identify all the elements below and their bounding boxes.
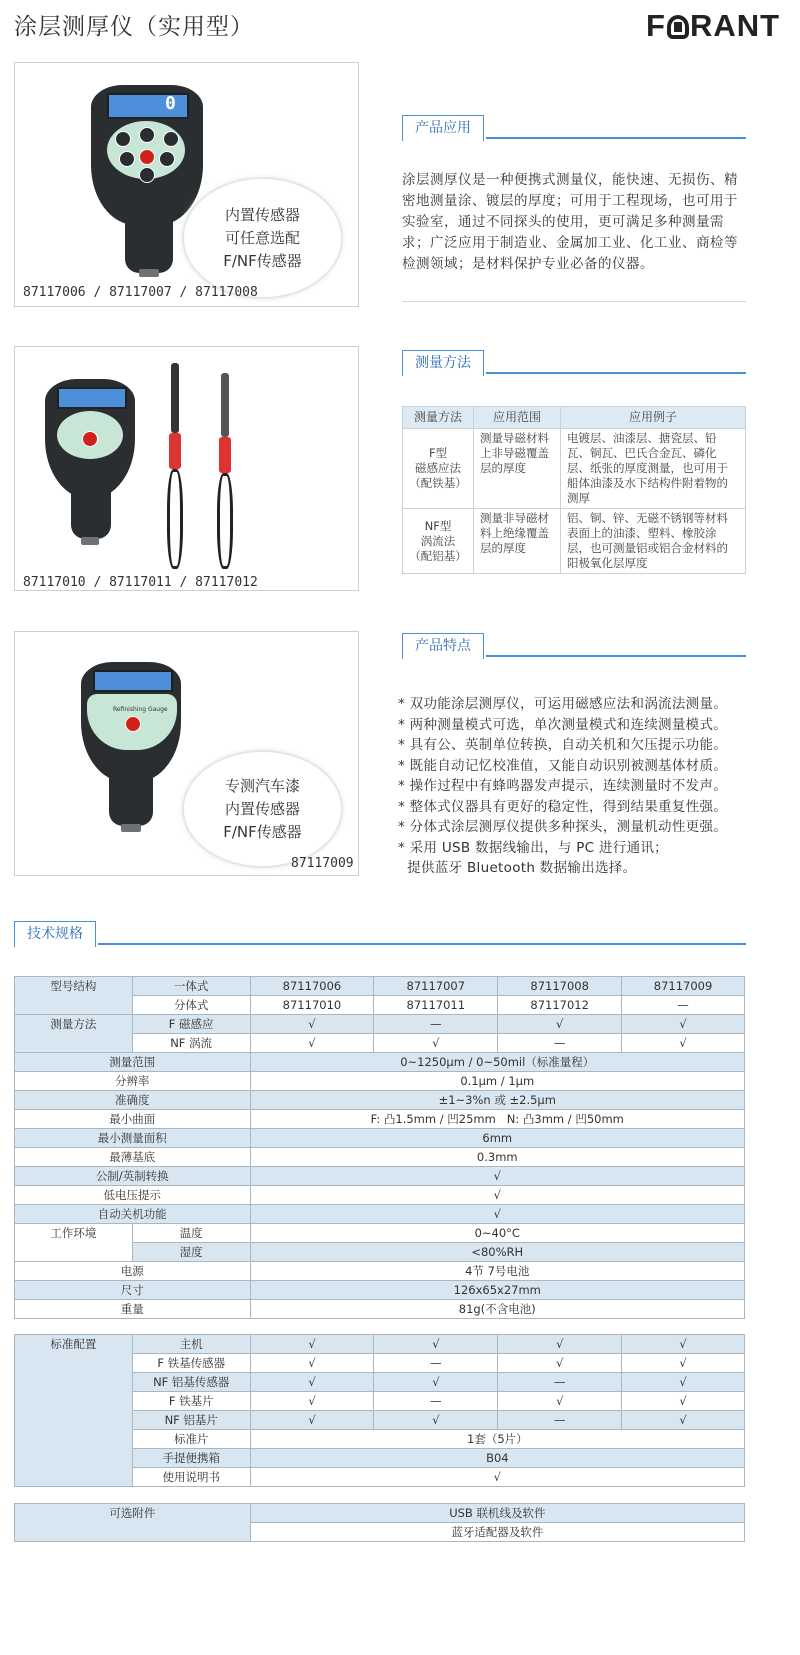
- spec-label: 测量范围: [15, 1053, 251, 1072]
- method-cell: NF型 涡流法 （配铝基）: [403, 509, 474, 574]
- circle-line: F/NF传感器: [223, 251, 302, 270]
- spec-label: 尺寸: [15, 1281, 251, 1300]
- feature-item: * 分体式涂层测厚仪提供多种探头，测量机动性更强。: [398, 819, 728, 835]
- circle-line: F/NF传感器: [223, 822, 302, 841]
- spec-value: <80%RH: [250, 1243, 744, 1262]
- product-image-1: [14, 62, 359, 307]
- spec-label: 电源: [15, 1262, 251, 1281]
- circle-line: 内置传感器: [224, 205, 300, 224]
- config-mark: √: [374, 1373, 498, 1392]
- example-cell: 电镀层、油漆层、搪瓷层、铅瓦、铜瓦、巴氏合金瓦、磷化层、纸张的厚度测量，也可用于船体油漆及水下结构件附着物的测厚: [561, 429, 746, 509]
- config-mark: √: [622, 1373, 745, 1392]
- spec-label: 低电压提示: [15, 1186, 251, 1205]
- spec-label: 最小曲面: [15, 1110, 251, 1129]
- config-mark: √: [374, 1411, 498, 1430]
- gauge-probe-tip: [81, 537, 99, 545]
- config-item: 标准片: [132, 1430, 250, 1449]
- config-value: 1套（5片）: [250, 1430, 744, 1449]
- gauge-probe-tip: [139, 269, 159, 277]
- config-item: NF 铝基片: [132, 1411, 250, 1430]
- section-title: 技术规格: [14, 921, 96, 947]
- method-header: 测量方法: [403, 407, 474, 429]
- feature-item: 提供蓝牙 Bluetooth 数据输出选择。: [398, 860, 637, 876]
- config-table: [14, 1334, 745, 1487]
- page-title: 涂层测厚仪（实用型）: [14, 14, 254, 40]
- config-mark: —: [498, 1373, 622, 1392]
- range-cell: 测量非导磁材料上绝缘覆盖层的厚度: [474, 509, 561, 574]
- spec-mark: —: [498, 1034, 622, 1053]
- lcd-reading: 0: [165, 93, 176, 114]
- spec-mark: √: [250, 1034, 374, 1053]
- circle-line: 专测汽车漆: [224, 776, 300, 795]
- spec-label: 最薄基底: [15, 1148, 251, 1167]
- spec-cell: 87117008: [498, 977, 622, 996]
- config-mark: —: [498, 1411, 622, 1430]
- spec-value: √: [250, 1205, 744, 1224]
- config-mark: —: [374, 1354, 498, 1373]
- spec-value: 0.3mm: [250, 1148, 744, 1167]
- circle-line: 可任意选配: [224, 228, 300, 247]
- brand-logo: F RANT: [646, 8, 781, 43]
- spec-mark: √: [250, 1015, 374, 1034]
- spec-label: 最小测量面积: [15, 1129, 251, 1148]
- spec-sublabel: 温度: [132, 1224, 250, 1243]
- config-mark: √: [374, 1335, 498, 1354]
- feature-item: * 操作过程中有蜂鸣器发声提示，连续测量时不发声。: [398, 778, 728, 794]
- feature-item: * 既能自动记忆校准值，又能自动识别被测基体材质。: [398, 757, 728, 774]
- product-image-3: [14, 631, 359, 876]
- spec-label: 准确度: [15, 1091, 251, 1110]
- config-item: F 铁基传感器: [132, 1354, 250, 1373]
- config-item: F 铁基片: [132, 1392, 250, 1411]
- spec-value: 4节 7号电池: [250, 1262, 744, 1281]
- section-title: 产品应用: [402, 115, 484, 141]
- gauge-lcd: [57, 387, 127, 409]
- method-header: 应用例子: [561, 407, 746, 429]
- config-label: 标准配置: [15, 1335, 133, 1487]
- config-mark: √: [498, 1335, 622, 1354]
- config-item: 使用说明书: [132, 1468, 250, 1487]
- spec-sublabel: F 磁感应: [132, 1015, 250, 1034]
- table-row: [403, 509, 746, 574]
- feature-item: * 两种测量模式可选，单次测量模式和连续测量模式。: [398, 716, 728, 733]
- button-icon: [159, 151, 175, 167]
- config-mark: √: [622, 1411, 745, 1430]
- spec-value: 0.1μm / 1μm: [250, 1072, 744, 1091]
- feature-circle: [182, 177, 343, 299]
- config-item: 主机: [132, 1335, 250, 1354]
- gauge-lcd: [93, 670, 173, 692]
- optional-table: [14, 1503, 745, 1542]
- button-icon: [119, 151, 135, 167]
- method-table: [402, 406, 746, 574]
- config-mark: √: [498, 1392, 622, 1411]
- button-icon: [139, 167, 155, 183]
- spec-value: 0~1250μm / 0~50mil（标准量程）: [250, 1053, 744, 1072]
- config-mark: √: [250, 1392, 374, 1411]
- product-image-2: [14, 346, 359, 591]
- feature-item: * 双功能涂层测厚仪，可运用磁感应法和涡流法测量。: [398, 696, 728, 712]
- spec-cell: 87117009: [622, 977, 745, 996]
- spec-cell: 87117007: [374, 977, 498, 996]
- feature-item: * 整体式仪器具有更好的稳定性，得到结果重复性强。: [398, 798, 728, 815]
- gauge-neck: [109, 772, 153, 826]
- example-cell: 铝、铜、锌、无磁不锈钢等材料表面上的油漆、塑料、橡胶涂层，也可测量铝或铝合金材料的阳极氧化层厚度: [561, 509, 746, 574]
- config-mark: √: [622, 1335, 745, 1354]
- section-method-header: [402, 350, 746, 376]
- spec-label: 型号结构: [15, 977, 133, 1015]
- spec-sublabel: NF 涡流: [132, 1034, 250, 1053]
- feature-item: * 具有公、英制单位转换，自动关机和欠压提示功能。: [398, 737, 728, 753]
- feature-item: * 采用 USB 数据线输出，与 PC 进行通讯；: [398, 839, 668, 856]
- application-text: 涂层测厚仪是一种便携式测量仪，能快速、无损伤、精密地测量涂、镀层的厚度；可用于工程现场，也可用于实验室，通过不同探头的使用，更可满足多种测量需求；广泛应用于制造业、金属加工业、化工业、商检等检测领域；是材料保护专业必备的仪器。: [402, 172, 738, 272]
- config-value: B04: [250, 1449, 744, 1468]
- probe-cable-left: [163, 363, 189, 573]
- spec-cell: 87117012: [498, 996, 622, 1015]
- logo-o-icon: [667, 15, 689, 39]
- gauge-neck: [71, 487, 111, 539]
- spec-value: 126x65x27mm: [250, 1281, 744, 1300]
- optional-item: USB 联机线及软件: [250, 1504, 744, 1523]
- button-icon: [163, 131, 179, 147]
- spec-mark: √: [622, 1034, 745, 1053]
- spec-value: √: [250, 1167, 744, 1186]
- gauge-neck: [125, 213, 173, 273]
- config-mark: √: [622, 1354, 745, 1373]
- config-value: √: [250, 1468, 744, 1487]
- spec-label: 重量: [15, 1300, 251, 1319]
- spec-mark: √: [374, 1034, 498, 1053]
- spec-cell: 87117010: [250, 996, 374, 1015]
- section-features-header: [402, 633, 746, 659]
- product-codes: 87117006 / 87117007 / 87117008: [23, 285, 258, 300]
- spec-value: √: [250, 1186, 744, 1205]
- gauge-lcd: [107, 93, 189, 119]
- power-button-icon: [125, 716, 141, 732]
- spec-label: 自动关机功能: [15, 1205, 251, 1224]
- button-icon: [115, 131, 131, 147]
- method-header: 应用范围: [474, 407, 561, 429]
- spec-value: 81g(不含电池): [250, 1300, 744, 1319]
- config-mark: √: [250, 1373, 374, 1392]
- config-item: 手提便携箱: [132, 1449, 250, 1468]
- product-codes: 87117009: [291, 856, 354, 871]
- section-specs-header: [14, 921, 746, 947]
- section-title: 产品特点: [402, 633, 484, 659]
- spec-cell: —: [622, 996, 745, 1015]
- section-application-header: [402, 115, 746, 141]
- spec-table: [14, 976, 745, 1319]
- power-button-icon: [139, 149, 155, 165]
- gauge-probe-tip: [121, 824, 141, 832]
- power-button-icon: [82, 431, 98, 447]
- spec-cell: 87117006: [250, 977, 374, 996]
- config-mark: —: [374, 1392, 498, 1411]
- section-title: 测量方法: [402, 350, 484, 376]
- feature-circle: [182, 750, 343, 868]
- button-icon: [139, 127, 155, 143]
- spec-mark: √: [498, 1015, 622, 1034]
- spec-label: 分辨率: [15, 1072, 251, 1091]
- config-mark: √: [498, 1354, 622, 1373]
- config-item: NF 铝基传感器: [132, 1373, 250, 1392]
- optional-item: 蓝牙适配器及软件: [250, 1523, 744, 1542]
- spec-value: F: 凸1.5mm / 凹25mm N: 凸3mm / 凹50mm: [250, 1110, 744, 1129]
- product-codes: 87117010 / 87117011 / 87117012: [23, 575, 258, 590]
- config-mark: √: [250, 1411, 374, 1430]
- table-row: [403, 429, 746, 509]
- optional-label: 可选附件: [15, 1504, 251, 1542]
- probe-cable-right: [213, 373, 239, 573]
- spec-sublabel: 湿度: [132, 1243, 250, 1262]
- config-mark: √: [622, 1392, 745, 1411]
- spec-sublabel: 分体式: [132, 996, 250, 1015]
- config-mark: √: [250, 1335, 374, 1354]
- circle-line: 内置传感器: [224, 799, 300, 818]
- spec-label: 公制/英制转换: [15, 1167, 251, 1186]
- spec-sublabel: 一体式: [132, 977, 250, 996]
- config-mark: √: [250, 1354, 374, 1373]
- spec-label: 测量方法: [15, 1015, 133, 1053]
- spec-mark: —: [374, 1015, 498, 1034]
- spec-cell: 87117011: [374, 996, 498, 1015]
- divider: [402, 301, 746, 302]
- spec-label: 工作环境: [15, 1224, 133, 1262]
- spec-value: 6mm: [250, 1129, 744, 1148]
- gauge-label: Refinishing Gauge: [113, 706, 168, 713]
- features-list: [398, 694, 748, 879]
- spec-value: 0~40°C: [250, 1224, 744, 1243]
- method-cell: F型 磁感应法 （配铁基）: [403, 429, 474, 509]
- range-cell: 测量导磁材料上非导磁覆盖层的厚度: [474, 429, 561, 509]
- spec-value: ±1~3%n 或 ±2.5μm: [250, 1091, 744, 1110]
- spec-mark: √: [622, 1015, 745, 1034]
